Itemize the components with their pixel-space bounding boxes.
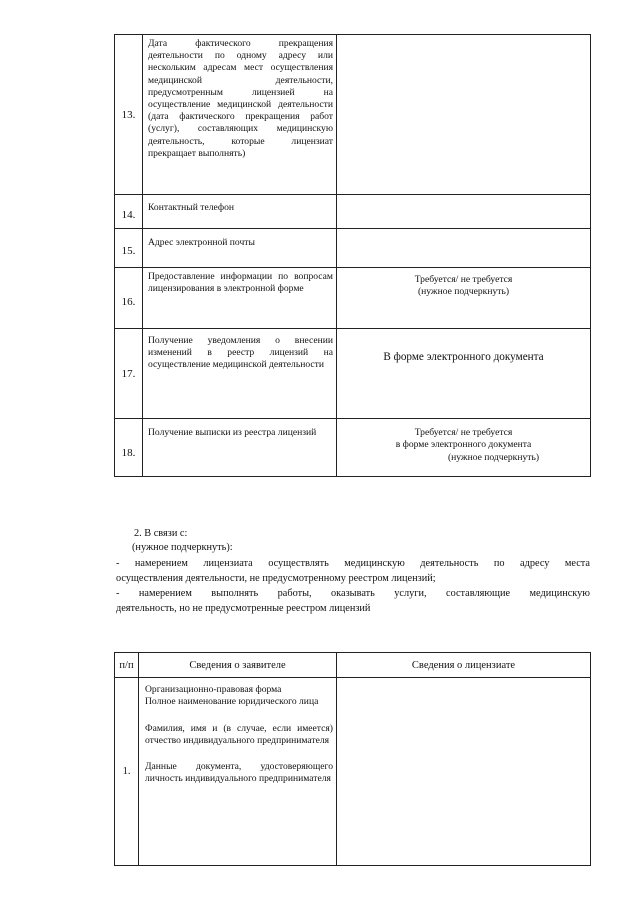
table-row bbox=[115, 329, 591, 419]
row-number: 18. bbox=[115, 419, 143, 477]
license-info-table bbox=[114, 34, 591, 477]
row-number: 13. bbox=[115, 35, 143, 195]
field-label: Фамилия, имя и (в случае, если имеется) отчество индивидуального предпринимателя bbox=[145, 722, 333, 746]
applicant-info-table bbox=[114, 652, 591, 866]
option-line[interactable]: - намерением выполнять работы, оказывать услуги, составляющие медицинскую bbox=[116, 588, 590, 599]
row-label: Дата фактического прекращения деятельности по одному адресу или нескольким адресам мест осуществления медицинской деятельности, предусмотренным лицензией на осуществление медицинской деятельности (дата фактического прекращения работ (услуг), составляющих медицинскую деятельность, которые лицензиат прекращает выполнять) bbox=[143, 35, 337, 195]
column-header: Сведения о лицензиате bbox=[337, 653, 591, 678]
row-value-cell: В форме электронного документа bbox=[337, 329, 591, 419]
column-header: п/п bbox=[115, 653, 139, 678]
option-line[interactable]: осуществления деятельности, не предусмотренному реестром лицензий; bbox=[116, 573, 436, 584]
row-value-cell[interactable] bbox=[337, 229, 591, 268]
field-label: Организационно-правовая форма bbox=[145, 684, 282, 695]
row-number: 15. bbox=[115, 229, 143, 268]
option-format-text: в форме электронного документа bbox=[395, 439, 532, 451]
row-label: Получение выписки из реестра лицензий bbox=[143, 419, 337, 477]
field-label: Полное наименование юридического лица bbox=[145, 696, 319, 708]
table-header-row bbox=[115, 653, 591, 678]
row-label: Получение уведомления о внесении изменений в реестр лицензий на осуществление медицинской деятельности bbox=[143, 329, 337, 419]
table-row bbox=[115, 268, 591, 329]
row-number: 1. bbox=[115, 678, 139, 866]
table-row bbox=[115, 35, 591, 195]
row-number: 14. bbox=[115, 195, 143, 229]
hint-text: (нужное подчеркнуть) bbox=[447, 451, 540, 463]
row-value-cell[interactable] bbox=[337, 195, 591, 229]
row-value-cell[interactable] bbox=[337, 419, 591, 477]
section-hint: (нужное подчеркнуть): bbox=[132, 542, 233, 553]
table-row bbox=[115, 229, 591, 268]
row-value-cell[interactable] bbox=[337, 35, 591, 195]
table-row bbox=[115, 419, 591, 477]
row-number: 17. bbox=[115, 329, 143, 419]
hint-text: (нужное подчеркнуть) bbox=[417, 286, 510, 298]
option-text[interactable]: Требуется/ не требуется bbox=[414, 427, 513, 438]
option-text[interactable]: Требуется/ не требуется bbox=[414, 274, 513, 285]
option-line[interactable]: деятельность, но не предусмотренные реестром лицензий bbox=[116, 603, 371, 614]
row-label: Адрес электронной почты bbox=[143, 229, 337, 268]
table-row bbox=[115, 195, 591, 229]
table-row bbox=[115, 678, 591, 866]
section-heading: 2. В связи с: bbox=[134, 528, 188, 539]
column-header: Сведения о заявителе bbox=[139, 653, 337, 678]
licensee-details-cell[interactable] bbox=[337, 678, 591, 866]
row-label: Предоставление информации по вопросам лицензирования в электронной форме bbox=[143, 268, 337, 329]
applicant-details-cell bbox=[139, 678, 337, 866]
row-value-cell[interactable] bbox=[337, 268, 591, 329]
row-label: Контактный телефон bbox=[143, 195, 337, 229]
option-line[interactable]: - намерением лицензиата осуществлять медицинскую деятельность по адресу места bbox=[116, 558, 590, 569]
field-label: Данные документа, удостоверяющего личность индивидуального предпринимателя bbox=[145, 761, 333, 785]
row-number: 16. bbox=[115, 268, 143, 329]
